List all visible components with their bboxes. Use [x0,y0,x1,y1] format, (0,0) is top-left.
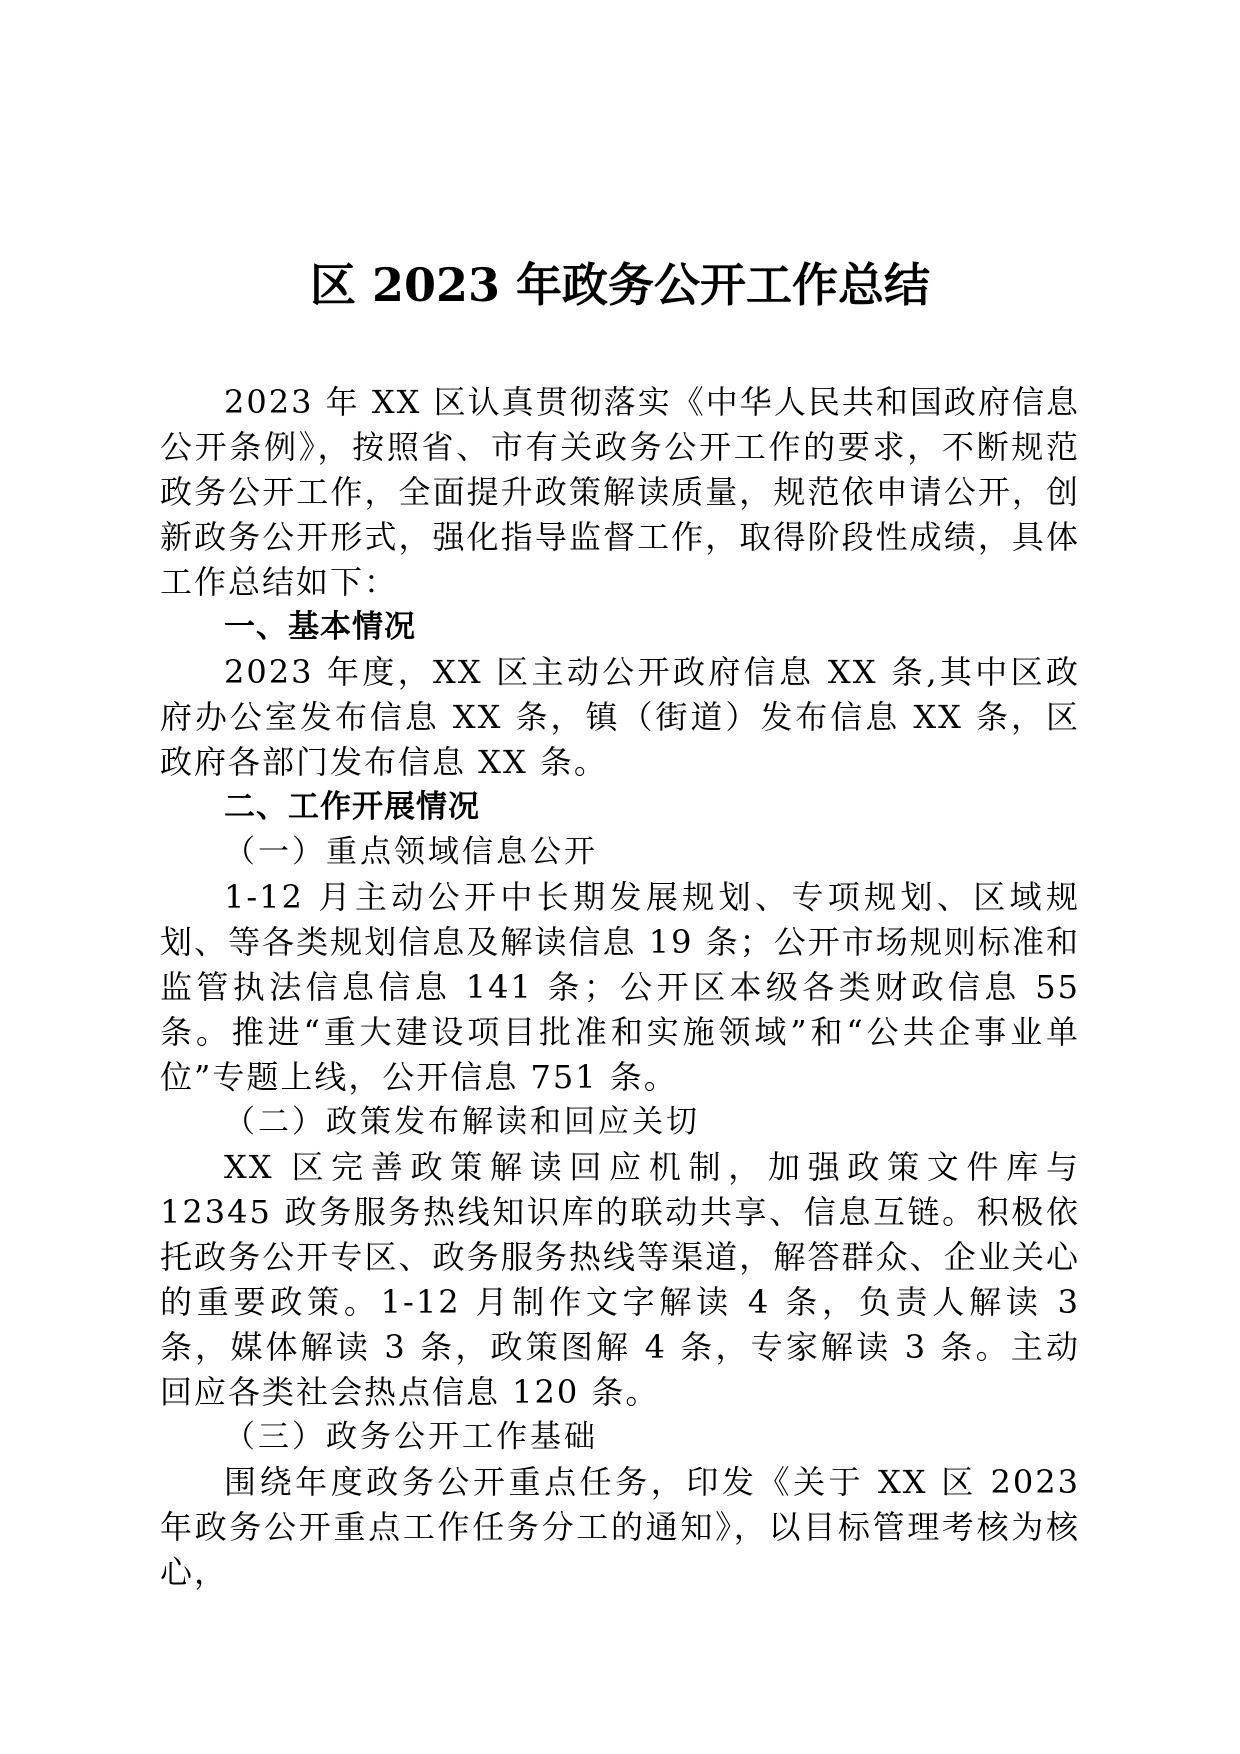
subsection-heading-1: （一）重点领域信息公开 [224,834,598,870]
subsection-3-paragraph: 围绕年度政务公开重点任务，印发《关于 XX 区 2023 年政务公开重点工作任务分工的通知》，以目标管理考核为核心， [160,1463,1080,1591]
intro-paragraph: 2023 年 XX 区认真贯彻落实《中华人民共和国政府信息公开条例》，按照省、市有关政务公开工作的要求，不断规范政务公开工作，全面提升政策解读质量，规范依申请公开，创新政务公开形式，强化指导监督工作，取得阶段性成绩，具体工作总结如下： [160,383,1080,601]
document-title: 区 2023 年政务公开工作总结 [309,258,931,312]
section-heading-basic: 一、基本情况 [224,609,416,645]
subsection-2-paragraph: XX 区完善政策解读回应机制，加强政策文件库与 12345 政务服务热线知识库的联动共享、信息互链。积极依托政务公开专区、政务服务热线等渠道，解答群众、企业关心的重要政策。1-12 月制作文字解读 4 条，负责人解读 3 条，媒体解读 3 条，政策图解 4 条，专家解读 3 条。主动回应各类社会热点信息 120 条。 [160,1148,1080,1411]
document-body [160,380,1080,1595]
subsection-heading-3: （三）政务公开工作基础 [224,1419,598,1455]
section-heading-work: 二、工作开展情况 [224,789,480,825]
subsection-1-paragraph: 1-12 月主动公开中长期发展规划、专项规划、区域规划、等各类规划信息及解读信息 19 条；公开市场规则标准和监管执法信息信息 141 条；公开区本级各类财政信息 55 条。推进“重大建设项目批准和实施领域”和“公共企事业单位”专题上线，公开信息 751 条。 [160,878,1080,1096]
basic-paragraph: 2023 年度，XX 区主动公开政府信息 XX 条,其中区政府办公室发布信息 XX 条，镇（街道）发布信息 XX 条，区政府各部门发布信息 XX 条。 [160,653,1080,781]
subsection-heading-2: （二）政策发布解读和回应关切 [224,1104,700,1140]
